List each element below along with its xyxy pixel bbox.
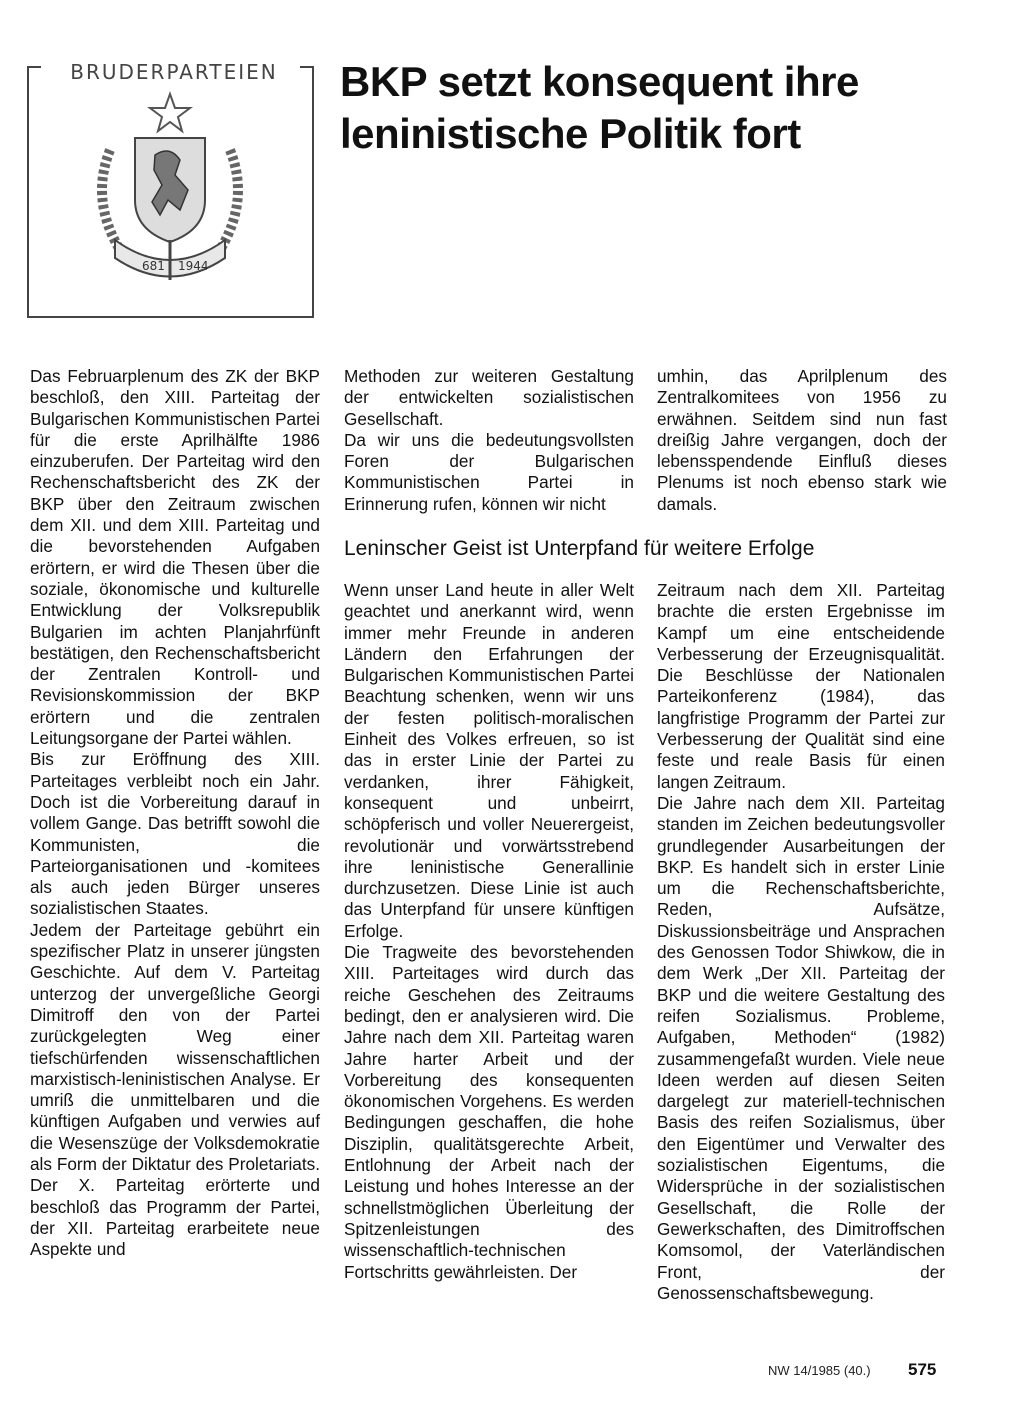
emblem-year-right: 1944 xyxy=(178,259,209,273)
subheading: Leninscher Geist ist Unterpfand für weitere Erfolge xyxy=(344,537,815,560)
section-label: BRUDERPARTEIEN xyxy=(70,60,278,84)
paragraph: Da wir uns die bedeutungsvollsten Foren der Bulgarischen Kommunistischen Partei in Erinnerung rufen, können wir nicht xyxy=(344,429,634,514)
column-3-bottom xyxy=(657,580,945,1304)
column-1 xyxy=(30,366,320,1260)
column-3-top xyxy=(657,366,947,515)
paragraph: Zeitraum nach dem XII. Parteitag brachte die ersten Ergebnisse im Kampf um eine entscheidende Verbesserung der Erzeugnisqualität. Die Beschlüsse der Nationalen Parteikonferenz (1984), das langfristige Programm der Partei zur Verbesserung der Qualität sind eine feste und reale Basis für einen langen Zeitraum. xyxy=(657,580,945,792)
paragraph: Wenn unser Land heute in aller Welt geachtet und anerkannt wird, wenn immer mehr Freunde in anderen Ländern den Erfahrungen der Bulgarischen Kommunistischen Partei Beachtung schenken, wenn wir uns der festen politisch-moralischen Einheit des Volkes erfreuen, so ist das in erster Linie der Partei zu verdanken, ihrer Fähigkeit, konsequent und unbeirrt, schöpferisch und voller Neuerergeist, revolutionär und vorwärtsstrebend ihre leninistische Generallinie durchzusetzen. Diese Linie ist auch das Unterpfand für unsere künftigen Erfolge. xyxy=(344,580,634,941)
bulgarian-emblem-icon xyxy=(80,90,260,290)
headline: BKP setzt konsequent ihre leninistische Politik fort xyxy=(340,58,859,157)
paragraph: Methoden zur weiteren Gestaltung der entwickelten sozialistischen Gesellschaft. xyxy=(344,366,634,429)
issue-info: NW 14/1985 (40.) xyxy=(768,1363,871,1378)
paragraph: Die Jahre nach dem XII. Parteitag standen im Zeichen bedeutungsvoller grundlegender Ausarbeitungen der BKP. Es handelt sich in erster Linie um die Rechenschaftsberichte, Reden, Aufsätze, Diskussionsbeiträge und Ansprachen des Genossen Todor Shiwkow, die in dem Werk „Der XII. Parteitag der BKP und die weitere Gestaltung des reifen Sozialismus. Probleme, Aufgaben, Methoden“ (1982) zusammengefaßt wurden. Viele neue Ideen werden auf diesen Seiten dargelegt zur materiell-technischen Basis des reifen Sozialismus, über den Eigentümer und Verwalter des sozialistischen Eigentums, die Widersprüche in der sozialistischen Gesellschaft, die Rolle der Gewerkschaften, des Dimitroffschen Komsomol, der Vaterländischen Front, der Genossenschaftsbewegung. xyxy=(657,792,945,1303)
page-number: 575 xyxy=(908,1360,937,1379)
emblem-year-left: 681 xyxy=(142,259,165,273)
column-2-bottom xyxy=(344,580,634,1283)
paragraph: Jedem der Parteitage gebührt ein spezifischer Platz in unserer jüngsten Geschichte. Auf dem V. Parteitag unterzog der unvergeßliche Georgi Dimitroff den von der Partei zurückgelegten Weg einer tiefschürfenden wissenschaftlichen marxistisch-leninistischen Analyse. Er umriß die unmittelbaren und die künftigen Aufgaben und verwies auf die Wesenszüge der Volksdemokratie als Form der Diktatur des Proletariats. Der X. Parteitag erörterte und beschloß das Programm der Partei, der XII. Parteitag erarbeitete neue Aspekte und xyxy=(30,919,320,1260)
paragraph: Das Februarplenum des ZK der BKP beschloß, den XIII. Parteitag der Bulgarischen Kommunistischen Partei für die erste Aprilhälfte 1986 einzuberufen. Der Parteitag wird den Rechenschaftsbericht des ZK der BKP über den Zeitraum zwischen dem XII. und dem XIII. Parteitag und die bevorstehenden Aufgaben erörtern, er wird die Thesen über die soziale, ökonomische und kulturelle Entwicklung der Volksrepublik Bulgarien im achten Planjahrfünft bestätigen, den Rechenschaftsbericht der Zentralen Kontroll- und Revisionskommission der BKP erörtern und die zentralen Leitungsorgane der Partei wählen. xyxy=(30,366,320,749)
paragraph: Die Tragweite des bevorstehenden XIII. Parteitages wird durch das reiche Geschehen des Zeitraums bedingt, den er analysieren wird. Die Jahre nach dem XII. Parteitag waren Jahre harter Arbeit und der Vorbereitung des konsequenten ökonomischen Vorgehens. Es werden Bedingungen geschaffen, die hohe Disziplin, qualitätsgerechte Arbeit, Entlohnung der Arbeit nach der Leistung und hohes Interesse an der schnellstmöglichen Überleitung der Spitzenleistungen des wissenschaftlich-technischen Fortschritts gewährleisten. Der xyxy=(344,942,634,1282)
column-2-top xyxy=(344,366,634,515)
paragraph: umhin, das Aprilplenum des Zentralkomitees von 1956 zu erwähnen. Seitdem sind nun fast dreißig Jahre vergangen, doch der lebensspendende Einfluß dieses Plenums ist noch ebenso stark wie damals. xyxy=(657,366,947,514)
paragraph: Bis zur Eröffnung des XIII. Parteitages verbleibt noch ein Jahr. Doch ist die Vorbereitung darauf in vollem Gange. Das betrifft sowohl die Kommunisten, die Parteiorganisationen und -komitees als auch jeden Bürger unseres sozialistischen Staates. xyxy=(30,749,320,919)
